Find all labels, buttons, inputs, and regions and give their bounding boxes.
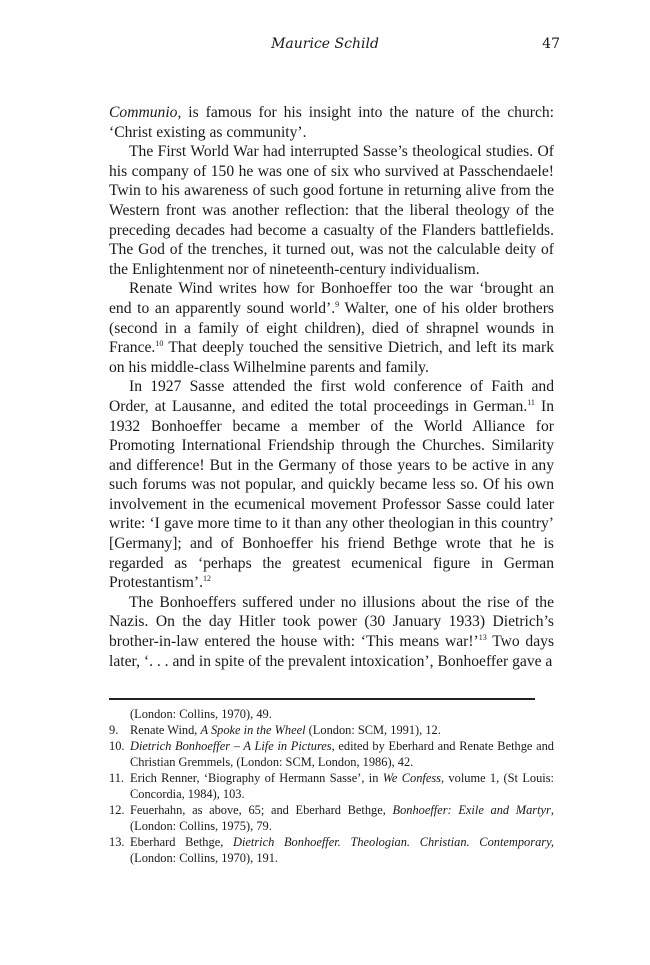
footnote-text: , (London: Collins, 1975), 79. [130, 803, 554, 833]
paragraph [109, 593, 554, 671]
footnote-title: A Spoke in the Wheel [200, 723, 306, 737]
footnote-continuation: (London: Collins, 1970), 49. [130, 707, 272, 721]
footnote-number: 12. [109, 803, 125, 817]
footnote-number: 10. [109, 739, 125, 753]
footnote-title: Bonhoeffer: Exile and Martyr [392, 803, 551, 817]
paragraph-text: Walter, one of his older brothers (second in a family of eight children), died of shrapnel wounds in France. [109, 299, 554, 357]
footnote-ref: 11 [527, 397, 535, 407]
paragraph-text: That deeply touched the sensitive Dietrich, and left its mark on his middle-class Wilhelmine parents and family. [109, 339, 554, 376]
footnote-title: Dietrich Bonhoeffer. Theologian. Christian. Contemporary, [233, 835, 555, 849]
footnote-text: Renate Wind, [130, 723, 201, 737]
paragraph [109, 103, 554, 142]
paragraph-text: Two days later, ‘. . . and in spite of the prevalent intoxication’, Bonhoeffer gave a [109, 633, 555, 670]
running-head: Maurice Schild [271, 36, 379, 52]
paragraph-text: Renate Wind writes how for Bonhoeffer too the war ‘brought an end to an apparently sound world’. [109, 280, 554, 317]
page-number: 47 [542, 36, 560, 52]
footnote-rule [109, 698, 535, 700]
footnote-10 [109, 738, 554, 770]
paragraph-text: In 1927 Sasse attended the first wold conference of Faith and Order, at Lausanne, and edited the total proceedings in German. [109, 378, 554, 415]
italic-term: Communio [109, 104, 178, 121]
footnote-9 [109, 722, 554, 738]
paragraph-text: The Bonhoeffers suffered under no illusions about the rise of the Nazis. On the day Hitler took power (30 January 1933) Dietrich’s brother-in-law entered the house with: ‘This means war!’ [109, 593, 554, 651]
footnote-ref: 12 [203, 574, 211, 584]
paragraph-text: In 1932 Bonhoeffer became a member of the World Alliance for Promoting International Friendship through the Churches. Similarity and difference! But in the Germany of those years to be active in any such forums was not popular, and quickly became less so. Of his own involvement in the ecumenical movement Professor Sasse could later write: ‘I gave more time to it than any other theologian in this country’ [Germany]; and of Bonhoeffer his friend Bethge wrote that he is regarded as ‘perhaps the greatest ecumenical figure in German Protestantism’. [109, 397, 554, 592]
footnote-text: Eberhard Bethge, [130, 835, 233, 849]
footnote-12 [109, 802, 554, 834]
footnote-number: 9. [109, 723, 119, 737]
footnote-number: 13. [109, 835, 125, 849]
paragraph [109, 377, 554, 593]
paragraph-text: , is famous for his insight into the nature of the church: ‘Christ existing as community’. [109, 104, 554, 141]
body-text [109, 103, 554, 671]
footnotes [109, 706, 554, 866]
footnote-text: (London: Collins, 1970), 191. [130, 851, 278, 865]
footnote-text: Erich Renner, ‘Biography of Hermann Sasse’, in [130, 771, 383, 785]
footnote-ref: 10 [155, 339, 164, 349]
footnote-ref: 13 [478, 633, 487, 643]
footnote-title: We Confess [382, 771, 441, 785]
footnote-title: Dietrich Bonhoeffer – A Life in Pictures [130, 739, 332, 753]
footnote-text: , edited by Eberhard and Renate Bethge and Christian Gremmels, (London: SCM, London, 1986), 42. [130, 739, 554, 769]
paragraph [109, 279, 554, 377]
paragraph: The First World War had interrupted Sasse’s theological studies. Of his company of 150 he was one of six who survived at Passchendaele! Twin to his awareness of such good fortune in returning alive from the Western front was another reflection: that the liberal theology of the preceding decades had become a casualty of the Flanders battlefields. The God of the trenches, it turned out, was not the calculable deity of the Enlightenment nor of nineteenth-century individualism. [109, 143, 554, 278]
footnote-number: 11. [109, 771, 125, 785]
footnote-11 [109, 770, 554, 802]
footnote-ref: 9 [335, 299, 340, 309]
footnote-text: Feuerhahn, as above, 65; and Eberhard Bethge, [130, 803, 393, 817]
page-header [0, 36, 650, 56]
footnote-13 [109, 834, 554, 866]
footnote-text: (London: SCM, 1991), 12. [305, 723, 441, 737]
footnote-text: , volume 1, (St Louis: Concordia, 1984), 103. [130, 771, 554, 801]
